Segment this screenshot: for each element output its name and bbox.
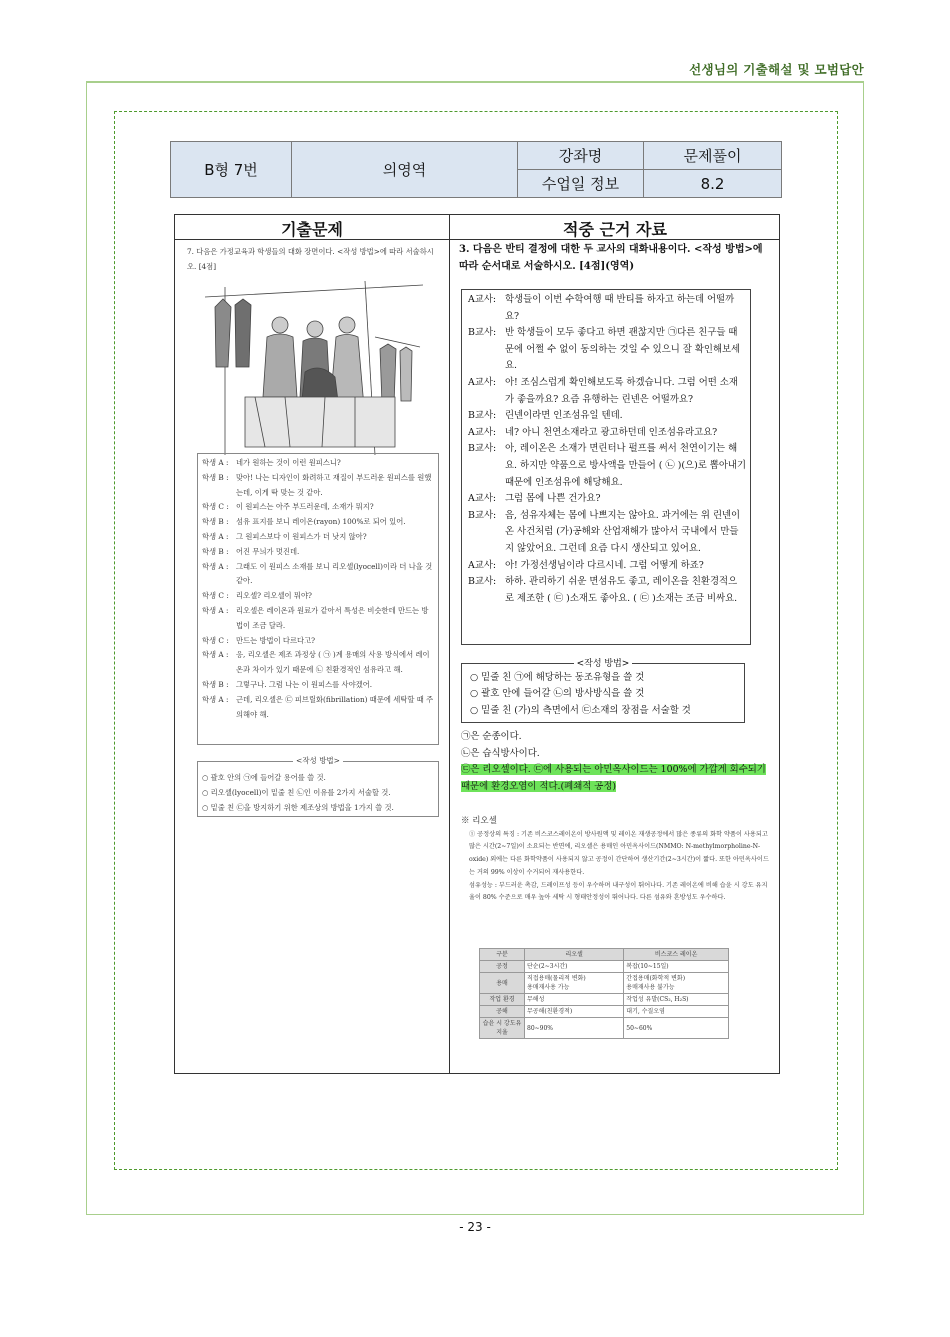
dialogue-line (202, 560, 434, 590)
table-cell: 작업성 유발(CS₂, H₂S) (624, 994, 729, 1006)
dialogue-text: 근데, 리오셀은 ㉢ 피브릴화(fibrillation) 때문에 세탁할 때 주의해야 해. (236, 694, 434, 719)
dialogue-text: 섬유 표지를 보니 레이온(rayon) 100%로 되어 있어. (236, 517, 406, 527)
dialogue-speaker: 학생 B : (202, 517, 229, 527)
dialogue-text: 리오셀? 리오셀이 뭐야? (236, 591, 312, 601)
exam-condition: ○ 리오셀(lyocell)이 밑줄 친 ㉡인 이유를 2가지 서술할 것. (202, 787, 391, 797)
table-cell: 대기, 수질오염 (624, 1006, 729, 1018)
model-answer (461, 729, 777, 795)
reference-notes (461, 815, 771, 905)
dialogue-speaker: 학생 A : (202, 650, 229, 660)
info-table (170, 141, 782, 198)
exam-number: B형 7번 (171, 142, 292, 198)
source-conditions-title: <작성 방법> (574, 659, 633, 669)
dialogue-line (468, 292, 746, 325)
exam-dialogue-box (197, 453, 439, 745)
comparison-table (174, 214, 780, 1074)
dialogue-line (202, 678, 434, 693)
dialogue-speaker: B교사: (468, 327, 497, 339)
answer-line: ㉠은 순종이다. (461, 731, 522, 742)
table-row (480, 994, 729, 1006)
table-cell: 공정 (480, 961, 525, 973)
ref-table-header: 비스코스 레이온 (624, 949, 729, 961)
dialogue-line (202, 471, 434, 501)
dialogue-text: 그렇구나. 그럼 나는 이 원피스를 사야겠어. (236, 679, 373, 689)
dialogue-speaker: 학생 A : (202, 458, 229, 467)
table-row (480, 1006, 729, 1018)
source-condition: ○ 괄호 안에 들어갈 ㉡의 방사방식을 쓸 것 (470, 688, 645, 700)
table-cell: 간접용매(화학적 변화) 용매재사용 불가능 (624, 973, 729, 994)
ref-table-header: 리오셀 (525, 949, 624, 961)
source-conditions-box (461, 659, 745, 723)
reference-paragraph: 섬유성능 : 부드러운 촉감, 드레이프성 등이 우수하며 내구성이 뛰어나다. 기존 레이온에 비해 습윤 시 강도 유지율이 80% 수준으로 매우 높아 세탁 시 형태안정성이 뛰어나다. 다른 섬유와 혼방성도 우수하다. (469, 881, 768, 902)
column-divider (449, 215, 450, 1073)
dialogue-line (468, 408, 746, 425)
table-cell: 단순(2~3시간) (525, 961, 624, 973)
page-number: - 23 - (459, 1220, 491, 1234)
exam-question: 7. 다음은 가정교육과 학생들의 대화 장면이다. <작성 방법>에 따라 서술하시오. [4점] (187, 247, 434, 271)
dialogue-speaker: B교사: (468, 410, 497, 422)
dialogue-line (202, 693, 434, 723)
source-dialogue-box (461, 289, 751, 645)
dialogue-speaker: 학생 A : (202, 694, 229, 704)
dialogue-line (468, 508, 746, 558)
table-row (480, 973, 729, 994)
date-label: 수업일 정보 (518, 170, 644, 198)
dialogue-line (468, 441, 746, 491)
dialogue-text: 린넨이라면 인조섬유일 텐데. (505, 410, 623, 422)
dialogue-speaker: 학생 A : (202, 605, 229, 615)
left-heading: 기출문제 (281, 220, 343, 239)
table-cell: 80~90% (525, 1018, 624, 1039)
dialogue-line (468, 375, 746, 408)
ref-table-header: 구분 (480, 949, 525, 961)
table-cell: 50~60% (624, 1018, 729, 1039)
dialogue-text: 만드는 방법이 다르다고? (236, 635, 316, 645)
table-cell: 무공해(친환경적) (525, 1006, 624, 1018)
dialogue-line (202, 500, 434, 515)
dialogue-text: 어진 무늬가 멋진데. (236, 546, 300, 556)
table-cell: 작업 환경 (480, 994, 525, 1006)
dialogue-line (202, 589, 434, 604)
exam-condition: ○ 괄호 안의 ㉠에 들어갈 용어를 쓸 것. (202, 773, 326, 782)
dialogue-text: 네가 원하는 것이 이런 원피스니? (236, 458, 341, 467)
dialogue-speaker: 학생 C : (202, 635, 229, 645)
dialogue-speaker: B교사: (468, 509, 497, 521)
dialogue-line (202, 648, 434, 678)
dialogue-line (468, 425, 746, 442)
dialogue-line (202, 515, 434, 530)
dialogue-line (202, 604, 434, 634)
dialogue-speaker: 학생 A : (202, 561, 229, 571)
dialogue-speaker: A교사: (468, 376, 497, 388)
dialogue-text: 응, 리오셀은 제조 과정상 ( ㉠ )계 용매의 사용 방식에서 레이온과 차이가 있기 때문에 ㉡ 친환경적인 섬유라고 해. (236, 650, 430, 675)
dialogue-speaker: 학생 C : (202, 591, 229, 601)
dialogue-text: 반 학생들이 모두 좋다고 하면 괜찮지만 ㉠다른 친구들 때문에 어쩔 수 없이 동의하는 것일 수 있으니 잘 확인해보세요. (505, 327, 741, 372)
source-question: 3. 다음은 반티 결정에 대한 두 교사의 대화내용이다. <작성 방법>에 따라 순서대로 서술하시오. [4점](영역) (459, 244, 763, 272)
dialogue-text: 아, 레이온은 소재가 면린터나 펄프를 써서 천연이기는 해요. 하지만 약품으로 방사액을 만들어 ( ㉡ )(으)로 뽑아내기 때문에 인조섬유에 해당해요. (505, 443, 747, 488)
dialogue-text: 네? 아니 천연소재라고 광고하던데 인조섬유라고요? (505, 426, 718, 438)
dialogue-speaker: 학생 B : (202, 472, 229, 482)
reference-title: ※ 리오셀 (461, 816, 497, 826)
dialogue-speaker: B교사: (468, 576, 497, 588)
table-cell: 직접용매(물리적 변화) 용매재사용 가능 (525, 973, 624, 994)
exam-condition: ○ 밑줄 친 ㉢을 방지하기 위한 제조상의 방법을 1가지 쓸 것. (202, 802, 394, 812)
exam-conditions-box (197, 756, 439, 817)
dialogue-line (468, 491, 746, 508)
exam-conditions-title: <작성 방법> (293, 756, 343, 765)
dialogue-speaker: A교사: (468, 294, 497, 305)
source-condition: ○ 밑줄 친 (가)의 측면에서 ㉢소재의 장점을 서술할 것 (470, 704, 691, 716)
table-cell: 무해성 (525, 994, 624, 1006)
dialogue-text: 그래도 이 원피스 소재를 보니 리오셀(lyocell)이라 더 나을 것 같아. (236, 561, 433, 586)
source-condition: ○ 밑줄 친 ㉠에 해당하는 동조유형을 쓸 것 (470, 672, 645, 683)
dialogue-text: 아! 조심스럽게 확인해보도록 하겠습니다. 그럼 어떤 소재가 좋을까요? 요즘 유행하는 린넨은 어떨까요? (505, 376, 738, 405)
dialogue-text: 그 원피스보다 이 원피스가 더 낫지 않아? (236, 531, 367, 541)
dialogue-line (202, 545, 434, 560)
dialogue-text: 이 원피스는 아주 부드러운데, 소재가 뭐지? (236, 502, 374, 512)
dialogue-text: 맞아! 나는 디자인이 화려하고 재질이 부드러운 원피스를 원했는데, 이게 딱 맞는 것 같아. (236, 472, 432, 497)
dialogue-line (202, 634, 434, 649)
dialogue-speaker: A교사: (468, 426, 497, 438)
table-cell: 복잡(10~15일) (624, 961, 729, 973)
dialogue-line (202, 530, 434, 545)
right-heading: 적중 근거 자료 (563, 220, 667, 239)
dialogue-text: 리오셀은 레이온과 원료가 같아서 특성은 비슷한데 만드는 방법이 조금 달라. (236, 605, 429, 630)
highlighted-answer: ㉢은 리오셀이다. ㉢에 사용되는 아민옥사이드는 100%에 가깝게 회수되기 때문에 환경오염이 적다.(폐쇄적 공정) (461, 764, 766, 792)
table-cell: 습윤 시 강도유지율 (480, 1018, 525, 1039)
dialogue-text: 아! 가정선생님이라 다르시네. 그럼 어떻게 하죠? (505, 559, 704, 571)
dialogue-line (468, 325, 746, 375)
dialogue-text: 학생들이 이번 수학여행 때 반티를 하자고 하는데 어떨까요? (505, 294, 735, 322)
dialogue-line (468, 558, 746, 575)
course-label: 강좌명 (518, 142, 644, 170)
answer-line: ㉡은 습식방사이다. (461, 747, 540, 759)
date-value: 8.2 (644, 170, 782, 198)
dialogue-speaker: 학생 A : (202, 531, 229, 541)
table-cell: 용매 (480, 973, 525, 994)
page-header-title: 선생님의 기출해설 및 모범답안 (689, 62, 864, 77)
reference-table (479, 948, 729, 1039)
dialogue-speaker: 학생 C : (202, 502, 229, 512)
dialogue-line (468, 574, 746, 607)
dialogue-speaker: 학생 B : (202, 546, 229, 556)
dialogue-line (202, 456, 434, 471)
dialogue-speaker: A교사: (468, 493, 497, 505)
dialogue-speaker: A교사: (468, 559, 497, 571)
students-shopping-illustration (205, 277, 423, 455)
table-row (480, 961, 729, 973)
dialogue-speaker: B교사: (468, 443, 497, 455)
dialogue-text: 음, 섬유자체는 몸에 나쁘지는 않아요. 과거에는 위 린넨이온 사건처럼 (가)공해와 산업재해가 많아서 국내에서 만들지 않았어요. 그런데 요즘 다시 생산되고 있어요. (505, 509, 741, 554)
table-cell: 공해 (480, 1006, 525, 1018)
exam-area: 의영역 (292, 142, 518, 198)
reference-paragraph: ① 공정상의 특징 : 기존 비스코스레이온이 방사원액 및 레이온 재생공정에서 많은 종류의 화학 약품이 사용되고 많은 시간(2~7일)이 소요되는 반면에, 리오셀은 용매인 아민옥사이드(NMMO: N-methylmorpholine-N-oxide) 외에는 다른 화학약품이 사용되지 않고 공정이 간단하여 생산기간(2~3시간)이 짧다. 또한 아민옥사이드는 거의 99% 이상이 수거되어 재사용한다. (469, 830, 769, 876)
dialogue-text: 하하. 관리하기 쉬운 면섬유도 좋고, 레이온을 친환경적으로 제조한 ( ㉢ )소재도 좋아요. ( ㉢ )소재는 조금 비싸요. (505, 576, 738, 604)
table-row (480, 1018, 729, 1039)
course-value: 문제풀이 (644, 142, 782, 170)
dialogue-text: 그럼 몸에 나쁜 건가요? (505, 493, 601, 505)
dialogue-speaker: 학생 B : (202, 679, 229, 689)
